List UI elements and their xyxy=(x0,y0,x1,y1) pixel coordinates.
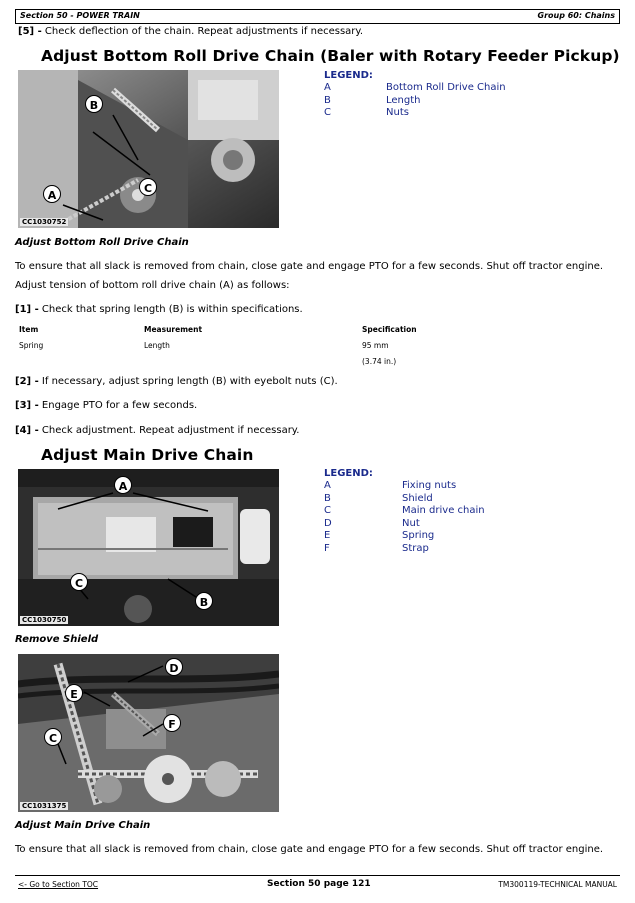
legend-title: LEGEND: xyxy=(324,468,373,479)
callout-b: B xyxy=(85,95,103,113)
header-group: Group 60: Chains xyxy=(537,11,615,20)
callout-d: D xyxy=(165,658,183,676)
paragraph: Adjust tension of bottom roll drive chain (A) as follows: xyxy=(15,280,290,291)
callout-f: F xyxy=(163,714,181,732)
legend-item: D Nut xyxy=(324,517,420,529)
step-2: [2] - If necessary, adjust spring length (B) with eyebolt nuts (C). xyxy=(15,376,338,387)
header-section: Section 50 - POWER TRAIN xyxy=(20,11,140,20)
image-id: CC1030750 xyxy=(22,616,67,624)
step-text: Check deflection of the chain. Repeat adjustments if necessary. xyxy=(44,26,364,37)
legend-item: F Strap xyxy=(324,542,429,554)
section-title: Adjust Bottom Roll Drive Chain (Baler with Rotary Feeder Pickup) xyxy=(41,47,620,65)
page-number: Section 50 page 121 xyxy=(267,879,371,889)
remove-shield-photo xyxy=(18,469,279,626)
bottom-roll-photo xyxy=(18,70,279,228)
legend-item: E Spring xyxy=(324,530,435,541)
table-header-item: Item xyxy=(19,325,39,334)
callout-c: C xyxy=(139,178,157,196)
step-1: [1] - Check that spring length (B) is within specifications. xyxy=(15,304,303,315)
manual-id: TM300119-TECHNICAL MANUAL xyxy=(498,880,617,889)
legend-list xyxy=(324,480,604,555)
legend-title: LEGEND: xyxy=(324,70,373,81)
table-cell-spec-imperial: (3.74 in.) xyxy=(362,357,397,366)
table-header-specification: Specification xyxy=(362,325,417,334)
table-header-measurement: Measurement xyxy=(144,325,203,334)
table-cell-measurement: Length xyxy=(144,341,170,350)
image-id: CC1030752 xyxy=(22,218,67,226)
legend-item: A Fixing nuts xyxy=(324,480,457,491)
intro-step xyxy=(18,26,363,38)
step-3: [3] - Engage PTO for a few seconds. xyxy=(15,400,198,411)
callout-b: B xyxy=(195,592,213,610)
legend-item: A Bottom Roll Drive Chain xyxy=(324,82,506,93)
figure-caption: Remove Shield xyxy=(15,634,99,645)
callout-a: A xyxy=(114,476,132,494)
step-number: [5] - xyxy=(18,26,42,37)
callout-e: E xyxy=(65,684,83,702)
image-id: CC1031375 xyxy=(22,802,67,810)
main-drive-chain-photo xyxy=(18,654,279,812)
legend-item: B Shield xyxy=(324,492,433,504)
table-cell-item: Spring xyxy=(19,341,44,350)
callout-c: C xyxy=(44,728,62,746)
footer-divider xyxy=(15,875,620,876)
legend-list xyxy=(324,82,604,120)
table-cell-spec-metric: 95 mm xyxy=(362,341,389,350)
callout-c: C xyxy=(70,573,88,591)
step-4: [4] - Check adjustment. Repeat adjustment if necessary. xyxy=(15,425,300,436)
legend-item: C Nuts xyxy=(324,107,409,118)
paragraph: To ensure that all slack is removed from chain, close gate and engage PTO for a few seconds. Shut off tractor engine. xyxy=(15,844,604,855)
page-header xyxy=(15,9,620,24)
section-title: Adjust Main Drive Chain xyxy=(41,446,254,464)
figure-caption: Adjust Main Drive Chain xyxy=(15,820,151,831)
legend-item: B Length xyxy=(324,94,421,106)
figure-caption: Adjust Bottom Roll Drive Chain xyxy=(15,237,189,248)
legend-item: C Main drive chain xyxy=(324,505,485,516)
callout-a: A xyxy=(43,185,61,203)
paragraph: To ensure that all slack is removed from chain, close gate and engage PTO for a few seconds. Shut off tractor engine. xyxy=(15,261,604,272)
go-to-section-toc-link[interactable]: <- Go to Section TOC xyxy=(18,880,99,889)
